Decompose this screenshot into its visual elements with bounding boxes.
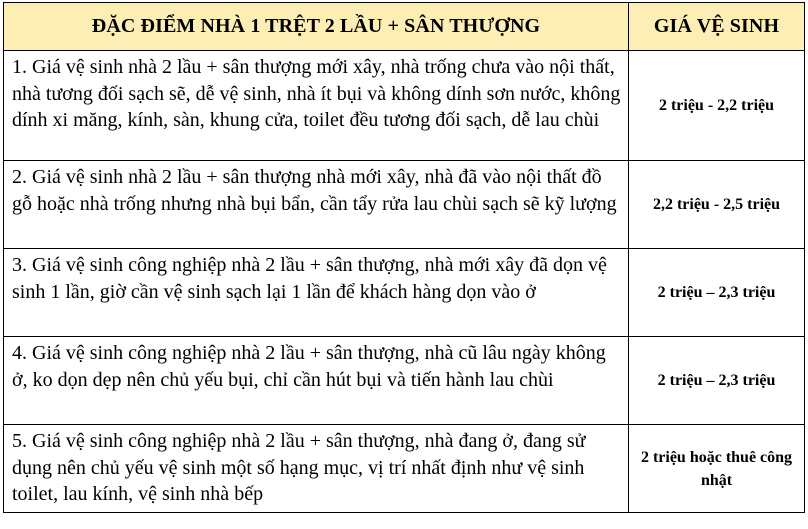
table-header-row xyxy=(4,3,805,51)
table-row xyxy=(4,425,805,513)
table-row xyxy=(4,161,805,249)
row-description: 5. Giá vệ sinh công nghiệp nhà 2 lầu + sân thượng, nhà đang ở, đang sử dụng nên chủ yếu vệ sinh một số hạng mục, vị trí nhất định như vệ sinh toilet, lau kính, vệ sinh nhà bếp xyxy=(4,425,629,513)
row-price: 2,2 triệu - 2,5 triệu xyxy=(629,161,805,249)
row-description: 2. Giá vệ sinh nhà 2 lầu + sân thượng nhà mới xây, nhà đã vào nội thất đồ gỗ hoặc nhà trống nhưng nhà bụi bẩn, cần tẩy rửa lau chùi sạch sẽ kỹ lượng xyxy=(4,161,629,249)
row-price: 2 triệu – 2,3 triệu xyxy=(629,249,805,337)
pricing-table xyxy=(3,2,805,513)
header-features: ĐẶC ĐIỂM NHÀ 1 TRỆT 2 LẦU + SÂN THƯỢNG xyxy=(4,3,629,51)
header-price: GIÁ VỆ SINH xyxy=(629,3,805,51)
row-description: 1. Giá vệ sinh nhà 2 lầu + sân thượng mới xây, nhà trống chưa vào nội thất, nhà tương đối sạch sẽ, dễ vệ sinh, nhà ít bụi và không dính sơn nước, không dính xi măng, kính, sàn, khung cửa, toilet đều tương đối sạch, dễ lau chùi xyxy=(4,51,629,161)
row-description: 3. Giá vệ sinh công nghiệp nhà 2 lầu + sân thượng, nhà mới xây đã dọn vệ sinh 1 lần, giờ cần vệ sinh sạch lại 1 lần để khách hàng dọn vào ở xyxy=(4,249,629,337)
row-price: 2 triệu hoặc thuê công nhật xyxy=(629,425,805,513)
table-row xyxy=(4,51,805,161)
row-price: 2 triệu – 2,3 triệu xyxy=(629,337,805,425)
table-row xyxy=(4,249,805,337)
pricing-table-container xyxy=(3,2,805,513)
row-price: 2 triệu - 2,2 triệu xyxy=(629,51,805,161)
row-description: 4. Giá vệ sinh công nghiệp nhà 2 lầu + sân thượng, nhà cũ lâu ngày không ở, ko dọn dẹp nên chủ yếu bụi, chỉ cần hút bụi và tiến hành lau chùi xyxy=(4,337,629,425)
table-row xyxy=(4,337,805,425)
